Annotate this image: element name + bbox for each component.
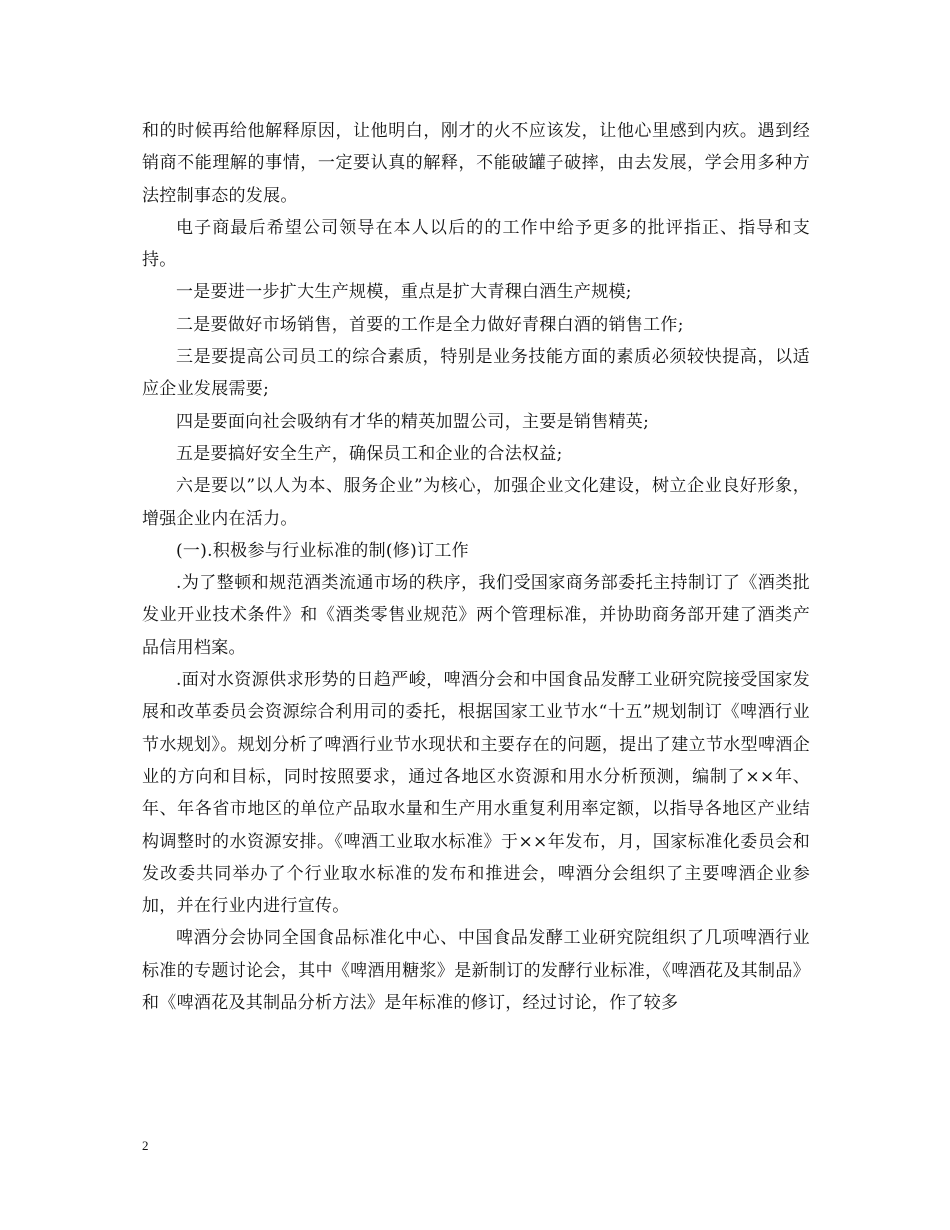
- paragraph-2: 电子商最后希望公司领导在本人以后的的工作中给予更多的批评指正、指导和支持。: [142, 217, 810, 271]
- paragraph-3: 一是要进一步扩大生产规模，重点是扩大青稞白酒生产规模;: [176, 282, 632, 303]
- paragraph-11: .面对水资源供求形势的日趋严峻，啤酒分会和中国食品发酵工业研究院接受国家发展和改革委员会资源综合利用司的委托，根据国家工业节水“十五”规划制订《啤酒行业节水规划》。规划分析了啤酒行业节水现状和主要存在的问题，提出了建立节水型啤酒企业的方向和目标，同时按照要求，通过各地区水资源和用水分析预测，编制了××年、年、年各省市地区的单位产品取水量和生产用水重复利用率定额，以指导各地区产业结构调整时的水资源安排。《啤酒工业取水标准》于××年发布，月，国家标准化委员会和发改委共同举办了个行业取水标准的发布和推进会，啤酒分会组织了主要啤酒企业参加，并在行业内进行宣传。: [142, 670, 810, 917]
- paragraph-1: 和的时候再给他解释原因，让他明白，刚才的火不应该发，让他心里感到内疚。遇到经销商不能理解的事情，一定要认真的解释，不能破罐子破摔，由去发展，学会用多种方法控制事态的发展。: [142, 121, 810, 206]
- paragraph-4: 二是要做好市场销售，首要的工作是全力做好青稞白酒的销售工作;: [176, 314, 684, 335]
- paragraph-6: 四是要面向社会吸纳有才华的精英加盟公司，主要是销售精英;: [176, 411, 650, 432]
- page-number: 2: [142, 1138, 149, 1153]
- section-heading: (一).积极参与行业标准的制(修)订工作: [176, 540, 469, 561]
- document-body: [142, 115, 810, 1019]
- paragraph-8: 六是要以”以人为本、服务企业”为核心，加强企业文化建设，树立企业良好形象，增强企业内在活力。: [142, 476, 810, 529]
- paragraph-5: 三是要提高公司员工的综合素质，特别是业务技能方面的素质必须较快提高，以适应企业发展需要;: [142, 347, 810, 400]
- paragraph-12: 啤酒分会协同全国食品标准化中心、中国食品发酵工业研究院组织了几项啤酒行业标准的专题讨论会，其中《啤酒用糖浆》是新制订的发酵行业标准，《啤酒花及其制品》和《啤酒花及其制品分析方法》是年标准的修订，经过讨论，作了较多: [142, 928, 810, 1014]
- paragraph-7: 五是要搞好安全生产，确保员工和企业的合法权益;: [176, 443, 563, 464]
- paragraph-10: .为了整顿和规范酒类流通市场的秩序，我们受国家商务部委托主持制订了《酒类批发业开业技术条件》和《酒类零售业规范》两个管理标准，并协助商务部开建了酒类产品信用档案。: [142, 573, 810, 658]
